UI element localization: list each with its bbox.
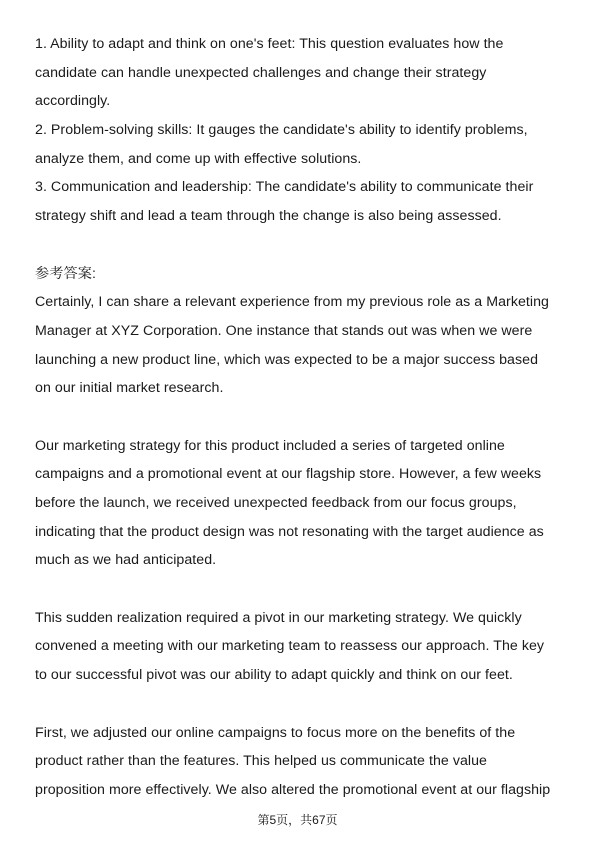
text-line: indicating that the product design was not resonating with the target audience as [35,523,544,540]
text-line: launching a new product line, which was expected to be a major success based [35,351,539,368]
text-line: strategy shift and lead a team through the change is also being assessed. [35,208,502,225]
page-content [35,30,565,805]
spacer [35,575,565,604]
text-line: convened a meeting with our marketing team to reassess our approach. The key [35,638,545,655]
text-line: to our successful pivot was our ability to adapt quickly and think on our feet. [35,667,513,684]
text-line: First, we adjusted our online campaigns to focus more on the benefits of the [35,724,516,741]
spacer [35,403,565,432]
answer-paragraph [35,288,565,403]
criterion-item [35,173,565,230]
text-line: analyze them, and come up with effective solutions. [35,150,362,167]
text-line: much as we had anticipated. [35,552,217,569]
text-line: proposition more effectively. We also altered the promotional event at our flagship [35,781,551,798]
answer-paragraph [35,432,565,575]
answer-paragraph [35,719,565,805]
criterion-item [35,116,565,173]
answer-paragraph [35,604,565,690]
page-number-footer: 第5页，共67页 [257,813,338,827]
criteria-list [35,30,565,231]
text-line: campaigns and a promotional event at our flagship store. However, a few weeks [35,466,542,483]
spacer [35,231,565,260]
text-line: accordingly. [35,93,111,110]
text-line: This sudden realization required a pivot in our marketing strategy. We quickly [35,609,522,626]
text-line: 1. Ability to adapt and think on one's feet: This question evaluates how the [35,36,504,52]
text-line: 2. Problem-solving skills: It gauges the candidate's ability to identify problems, [35,122,528,139]
text-line: candidate can handle unexpected challenges and change their strategy [35,64,487,81]
text-line: Our marketing strategy for this product included a series of targeted online [35,437,505,454]
spacer [35,690,565,719]
text-line: 3. Communication and leadership: The candidate's ability to communicate their [35,179,534,196]
text-line: on our initial market research. [35,380,224,397]
text-line: before the launch, we received unexpected feedback from our focus groups, [35,495,517,511]
text-line: Certainly, I can share a relevant experience from my previous role as a Marketing [35,294,549,311]
criterion-item [35,30,565,116]
text-line: Manager at XYZ Corporation. One instance that stands out was when we were [35,322,533,339]
answer-heading: 参考答案: [35,265,96,282]
text-line: product rather than the features. This helped us communicate the value [35,753,487,770]
